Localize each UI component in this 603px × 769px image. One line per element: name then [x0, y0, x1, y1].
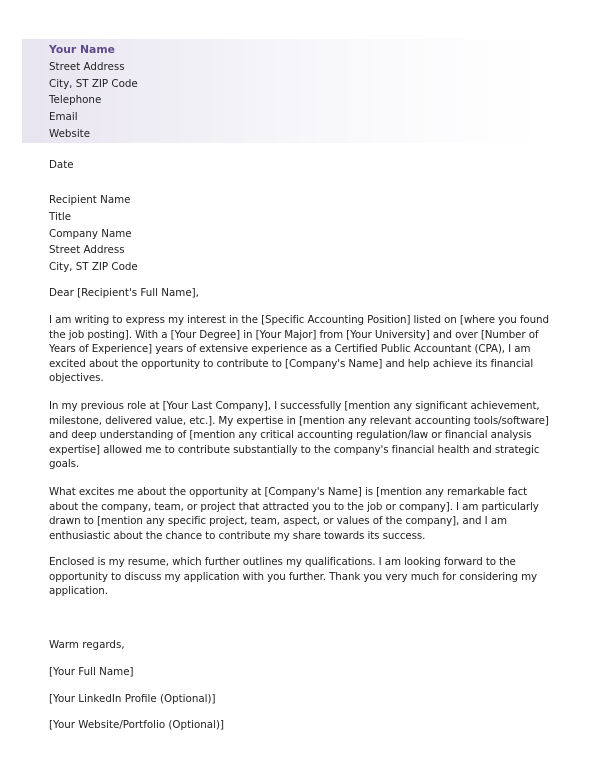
sender-website: Website	[49, 127, 91, 140]
salutation-block	[49, 285, 559, 302]
recipient-name: Recipient Name	[49, 194, 131, 206]
signature-website: [Your Website/Portfolio (Optional)]	[49, 719, 225, 731]
salutation: Dear [Recipient's Full Name],	[49, 287, 199, 299]
body-paragraph-4: Enclosed is my resume, which further outlines my qualifications. I am looking forward to the opportunity to discuss my application with you further. Thank you very much for considering my application.	[49, 556, 538, 598]
recipient-city: City, ST ZIP Code	[49, 261, 138, 274]
letter-date: Date	[49, 159, 74, 171]
sender-name: Your Name	[49, 43, 115, 56]
recipient-block	[49, 192, 559, 276]
sender-telephone: Telephone	[49, 94, 102, 107]
body-paragraph-1: I am writing to express my interest in the [Specific Accounting Position] listed on [where you found the job posting]. With a [Your Degree] in [Your Major] from [Your University] and over [Number of Years of Experience] years of extensive experience as a Certified Public Accountant (CPA), I am excited about the opportunity to contribute to [Company's Name] and help achieve its financial objectives.	[49, 314, 549, 385]
recipient-title: Title	[49, 210, 72, 223]
sender-email: Email	[49, 111, 78, 124]
signature-linkedin: [Your LinkedIn Profile (Optional)]	[49, 693, 216, 705]
sender-street: Street Address	[49, 60, 125, 73]
recipient-company: Company Name	[49, 227, 132, 240]
date-block	[49, 157, 559, 174]
body-paragraph-3: What excites me about the opportunity at [Company's Name] is [mention any remarkable fact about the company, team, or project that attracted you to the job or company]. I am particularly drawn to [mention any specific project, team, aspect, or values of the company], and I am enthusiastic about the chance to contribute my share towards its success.	[49, 486, 539, 542]
sender-city: City, ST ZIP Code	[49, 77, 138, 90]
recipient-street: Street Address	[49, 244, 125, 257]
sign-off: Warm regards,	[49, 639, 125, 651]
signature-full-name: [Your Full Name]	[49, 666, 134, 678]
sender-contact-block	[49, 42, 138, 143]
body-paragraph-2: In my previous role at [Your Last Company], I successfully [mention any significant achievement, milestone, delivered value, etc.]. My expertise in [mention any relevant accounting tools/software] and deep understanding of [mention any critical accounting regulation/law or financial analysis expertise] allowed me to contribute substantially to the company's financial health and strategic goals.	[49, 400, 549, 471]
